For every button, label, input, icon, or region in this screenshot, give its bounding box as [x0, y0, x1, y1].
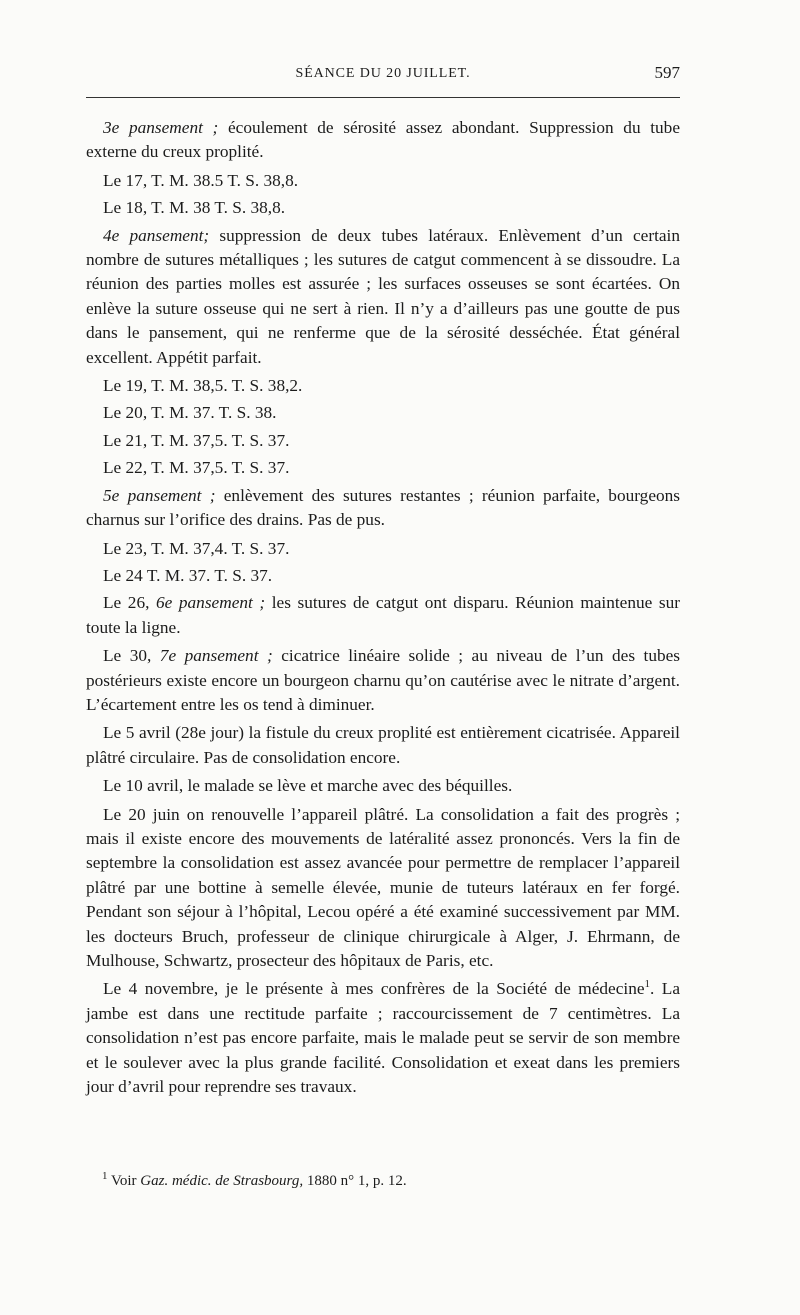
running-head: SÉANCE DU 20 JUILLET. — [295, 66, 471, 81]
paragraph-date: Le 30, — [103, 646, 160, 666]
paragraph-5-avril: Le 5 avril (28e jour) la fistule du creux proplité est entièrement cicatrisée. Appareil plâtré circulaire. Pas de consolidation encore. — [86, 723, 680, 767]
footnote-journal-title: Gaz. médic. de Strasbourg, — [140, 1173, 304, 1189]
paragraph-20-juin: Le 20 juin on renouvelle l’appareil plâtré. La consolidation a fait des progrès ; mais il existe encore des mouvements de latéralité assez prononcés. Vers la fin de septembre la consolidation est assez avancée pour permettre de remplacer l’appareil plâtré par une bottine à semelle élevée, munie de tuteurs latéraux en fer forgé. Pendant son séjour à l’hôpital, Lecou opéré a été examiné successivement par MM. les docteurs Bruch, professeur de clinique chirurgicale à Alger, J. Ehrmann, de Mulhouse, Schwartz, prosecteur des hôpitaux de Paris, etc. — [86, 804, 680, 970]
temperature-line: Le 21, T. M. 37,5. T. S. 37. — [103, 430, 290, 450]
footnote — [86, 1171, 680, 1191]
paragraph-lead: 6e pansement ; — [156, 593, 266, 613]
footnote-mark: 1 — [102, 1170, 108, 1182]
paragraph-10-avril: Le 10 avril, le malade se lève et marche avec des béquilles. — [103, 776, 513, 796]
footnote-text: 1880 n° 1, p. 12. — [303, 1173, 407, 1189]
paragraph-text: écoulement de sérosité assez abondant. Suppression du tube externe du creux proplité. — [86, 118, 680, 162]
paragraph-date: Le 26, — [103, 593, 156, 613]
page-number: 597 — [654, 63, 680, 82]
paragraph-lead: 7e pansement ; — [159, 646, 273, 666]
paragraph-text: suppression de deux tubes latéraux. Enlèvement d’un certain nombre de sutures métalliques ; les sutures de catgut commencent à se dissoudre. La réunion des parties molles est assurée ; les surfaces osseuses se sont écartées. On enlève la suture osseuse qui ne sert à rien. Il n’y a d’ailleurs pas une goutte de pus dans le pansement, qui ne renferme que de la sérosité desséchée. État général excellent. Appétit parfait. — [86, 225, 680, 367]
paragraph-4-novembre — [86, 977, 680, 1099]
paragraph-lead: 4e pansement; — [103, 225, 210, 245]
paragraph-text: cicatrice linéaire solide ; au niveau de l’un des tubes postérieurs existe encore un bourgeon charnu qu’on cautérise avec le nitrate d’argent. L’écartement entre les os tend à diminuer. — [86, 646, 681, 714]
paragraph-text: . La jambe est dans une rectitude parfaite ; raccourcissement de 7 centimètres. La consolidation n’est pas encore parfaite, mais le malade peut se servir de son membre et le soulever avec la plus grande facilité. Consolidation et exeat dans les premiers jour d’avril pour reprendre ses travaux. — [86, 979, 681, 1097]
temperature-line: Le 18, T. M. 38 T. S. 38,8. — [103, 198, 286, 218]
paragraph-text: les sutures de catgut ont disparu. Réunion maintenue sur toute la ligne. — [86, 593, 680, 637]
header-rule — [86, 97, 680, 98]
temperature-line: Le 20, T. M. 37. T. S. 38. — [103, 403, 277, 423]
temperature-line: Le 22, T. M. 37,5. T. S. 37. — [103, 458, 290, 478]
temperature-line: Le 19, T. M. 38,5. T. S. 38,2. — [103, 376, 303, 396]
page-header — [86, 64, 680, 88]
paragraph-5e-pansement — [86, 484, 680, 533]
paragraph-text: Le 4 novembre, je le présente à mes confrères de la Société de médecine — [103, 979, 645, 999]
temperature-line: Le 24 T. M. 37. T. S. 37. — [103, 565, 273, 585]
body-text — [86, 116, 680, 1103]
paragraph-4e-pansement — [86, 224, 680, 370]
temperature-line: Le 23, T. M. 37,4. T. S. 37. — [103, 538, 290, 558]
footnote-reference: 1 — [644, 978, 651, 991]
paragraph-lead: 3e pansement ; — [103, 118, 219, 137]
paragraph-lead: 5e pansement ; — [103, 485, 216, 505]
footnote-text: Voir — [110, 1173, 141, 1189]
paragraph-6e-pansement — [86, 591, 680, 640]
paragraph-3e-pansement — [86, 116, 680, 165]
temperature-line: Le 17, T. M. 38.5 T. S. 38,8. — [103, 170, 299, 190]
paragraph-text: enlèvement des sutures restantes ; réunion parfaite, bourgeons charnus sur l’orifice des drains. Pas de pus. — [86, 485, 680, 530]
paragraph-7e-pansement — [86, 644, 680, 717]
